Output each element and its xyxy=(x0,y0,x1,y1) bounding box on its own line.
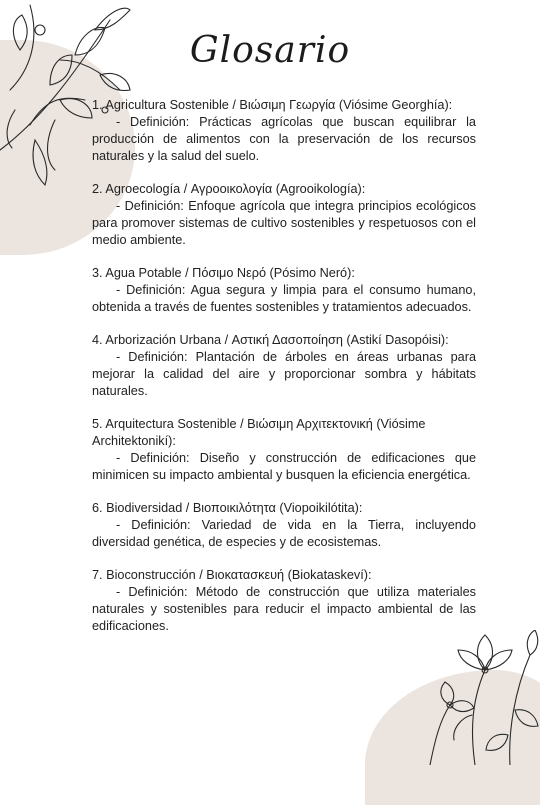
glossary-definition xyxy=(92,517,476,551)
glossary-entry xyxy=(92,181,476,249)
glossary-term: 5. Arquitectura Sostenible / Βιώσιμη Αρχιτεκτονική (Viósime Architektonikí): xyxy=(92,417,426,448)
glossary-entry xyxy=(92,416,476,484)
glossary-entry xyxy=(92,567,476,635)
glossary-entry xyxy=(92,500,476,551)
glossary-entry xyxy=(92,97,476,165)
definition-label: - Definición: xyxy=(116,585,188,599)
definition-text: Agua segura y limpia para el consumo humano, obtenida a través de fuentes sostenibles y tratamientos adecuados. xyxy=(92,283,476,314)
glossary-definition xyxy=(92,282,476,316)
glossary-term: 4. Arborización Urbana / Αστική Δασοποίηση (Astikí Dasopóisi): xyxy=(92,333,449,347)
page-title: Glosario xyxy=(189,30,351,71)
glossary-term: 3. Agua Potable / Πόσιμο Νερό (Pósimo Neró): xyxy=(92,266,355,280)
definition-text: Diseño y construcción de edificaciones que minimicen su impacto ambiental y busquen la eficiencia energética. xyxy=(92,451,476,482)
glossary-list xyxy=(92,97,476,651)
definition-text: Método de construcción que utiliza materiales naturales y sostenibles para reducir el impacto ambiental de las edificaciones. xyxy=(92,585,476,633)
glossary-definition xyxy=(92,198,476,249)
glossary-entry xyxy=(92,265,476,316)
definition-label: - Definición: xyxy=(116,451,190,465)
glossary-definition xyxy=(92,114,476,165)
definition-text: Plantación de árboles en áreas urbanas para mejorar la calidad del aire y proporcionar sombra y hábitats naturales. xyxy=(92,350,476,398)
glossary-term: 7. Bioconstrucción / Βιοκατασκευή (Biokataskeví): xyxy=(92,568,372,582)
definition-text: Prácticas agrícolas que buscan equilibrar la producción de alimentos con la preservación de los recursos naturales y la salud del suelo. xyxy=(92,115,476,163)
definition-label: - Definición: xyxy=(116,350,188,364)
glossary-definition xyxy=(92,450,476,484)
glossary-definition xyxy=(92,584,476,635)
definition-text: Variedad de vida en la Tierra, incluyendo diversidad genética, de especies y de ecosistemas. xyxy=(92,518,476,549)
glossary-term: 6. Biodiversidad / Βιοποικιλότητα (Viopoikilótita): xyxy=(92,501,363,515)
definition-label: - Definición: xyxy=(116,199,184,213)
definition-label: - Definición: xyxy=(116,283,186,297)
definition-label: - Definición: xyxy=(116,115,190,129)
definition-label: - Definición: xyxy=(116,518,191,532)
glossary-definition xyxy=(92,349,476,400)
definition-text: Enfoque agrícola que integra principios ecológicos para promover sistemas de cultivo sostenibles y respetuosos con el medio ambiente. xyxy=(92,199,476,247)
glossary-term: 2. Agroecología / Αγροοικολογία (Agrooikología): xyxy=(92,182,366,196)
glossary-term: 1. Agricultura Sostenible / Βιώσιμη Γεωργία (Viósime Georghía): xyxy=(92,98,453,112)
glossary-entry xyxy=(92,332,476,400)
